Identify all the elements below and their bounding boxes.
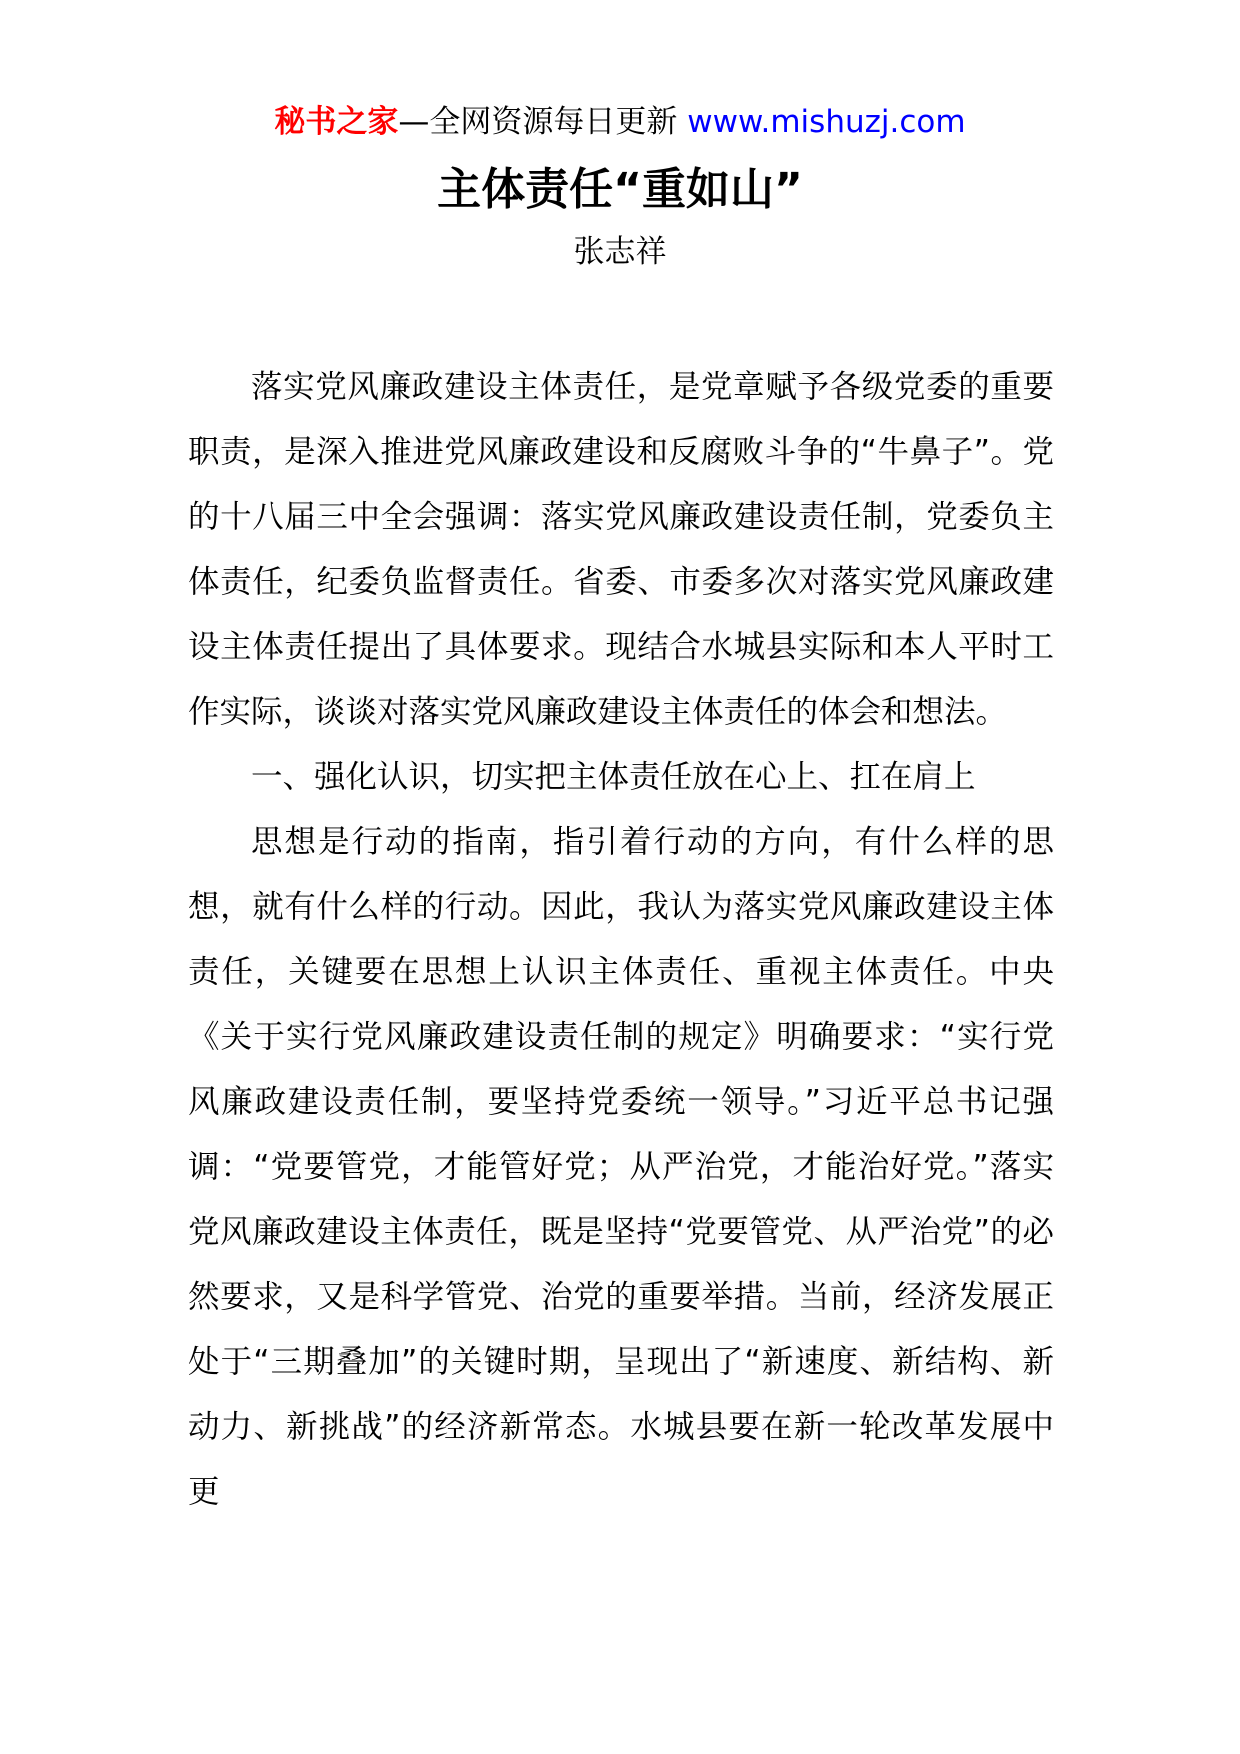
document-author: 张志祥 — [573, 234, 667, 270]
section-heading: 一、强化认识，切实把主体责任放在心上、扛在肩上 — [251, 759, 976, 795]
site-slogan: —全网资源每日更新 — [398, 104, 678, 140]
site-url-link[interactable]: www.mishuzj.com — [687, 104, 966, 140]
body-paragraph: 落实党风廉政建设主体责任，是党章赋予各级党委的重要职责，是深入推进党风廉政建设和反腐败斗争的“牛鼻子”。党的十八届三中全会强调：落实党风廉政建设责任制，党委负主体责任，纪委负监督责任。省委、市委多次对落实党风廉政建设主体责任提出了具体要求。现结合水城县实际和本人平时工作实际，谈谈对落实党风廉政建设主体责任的体会和想法。 — [188, 369, 1054, 730]
document-body — [188, 355, 1054, 1525]
document-title: 主体责任“重如山” — [437, 164, 803, 215]
body-paragraph: 思想是行动的指南，指引着行动的方向，有什么样的思想，就有什么样的行动。因此，我认为落实党风廉政建设主体责任，关键要在思想上认识主体责任、重视主体责任。中央《关于实行党风廉政建设责任制的规定》明确要求：“实行党风廉政建设责任制，要坚持党委统一领导。”习近平总书记强调：“党要管党，才能管好党；从严治党，才能治好党。”落实党风廉政建设主体责任，既是坚持“党要管党、从严治党”的必然要求，又是科学管党、治党的重要举措。当前，经济发展正处于“三期叠加”的关键时期，呈现出了“新速度、新结构、新动力、新挑战”的经济新常态。水城县要在新一轮改革发展中更 — [188, 824, 1054, 1510]
site-banner — [0, 100, 1240, 144]
site-brand: 秘书之家 — [274, 104, 399, 140]
